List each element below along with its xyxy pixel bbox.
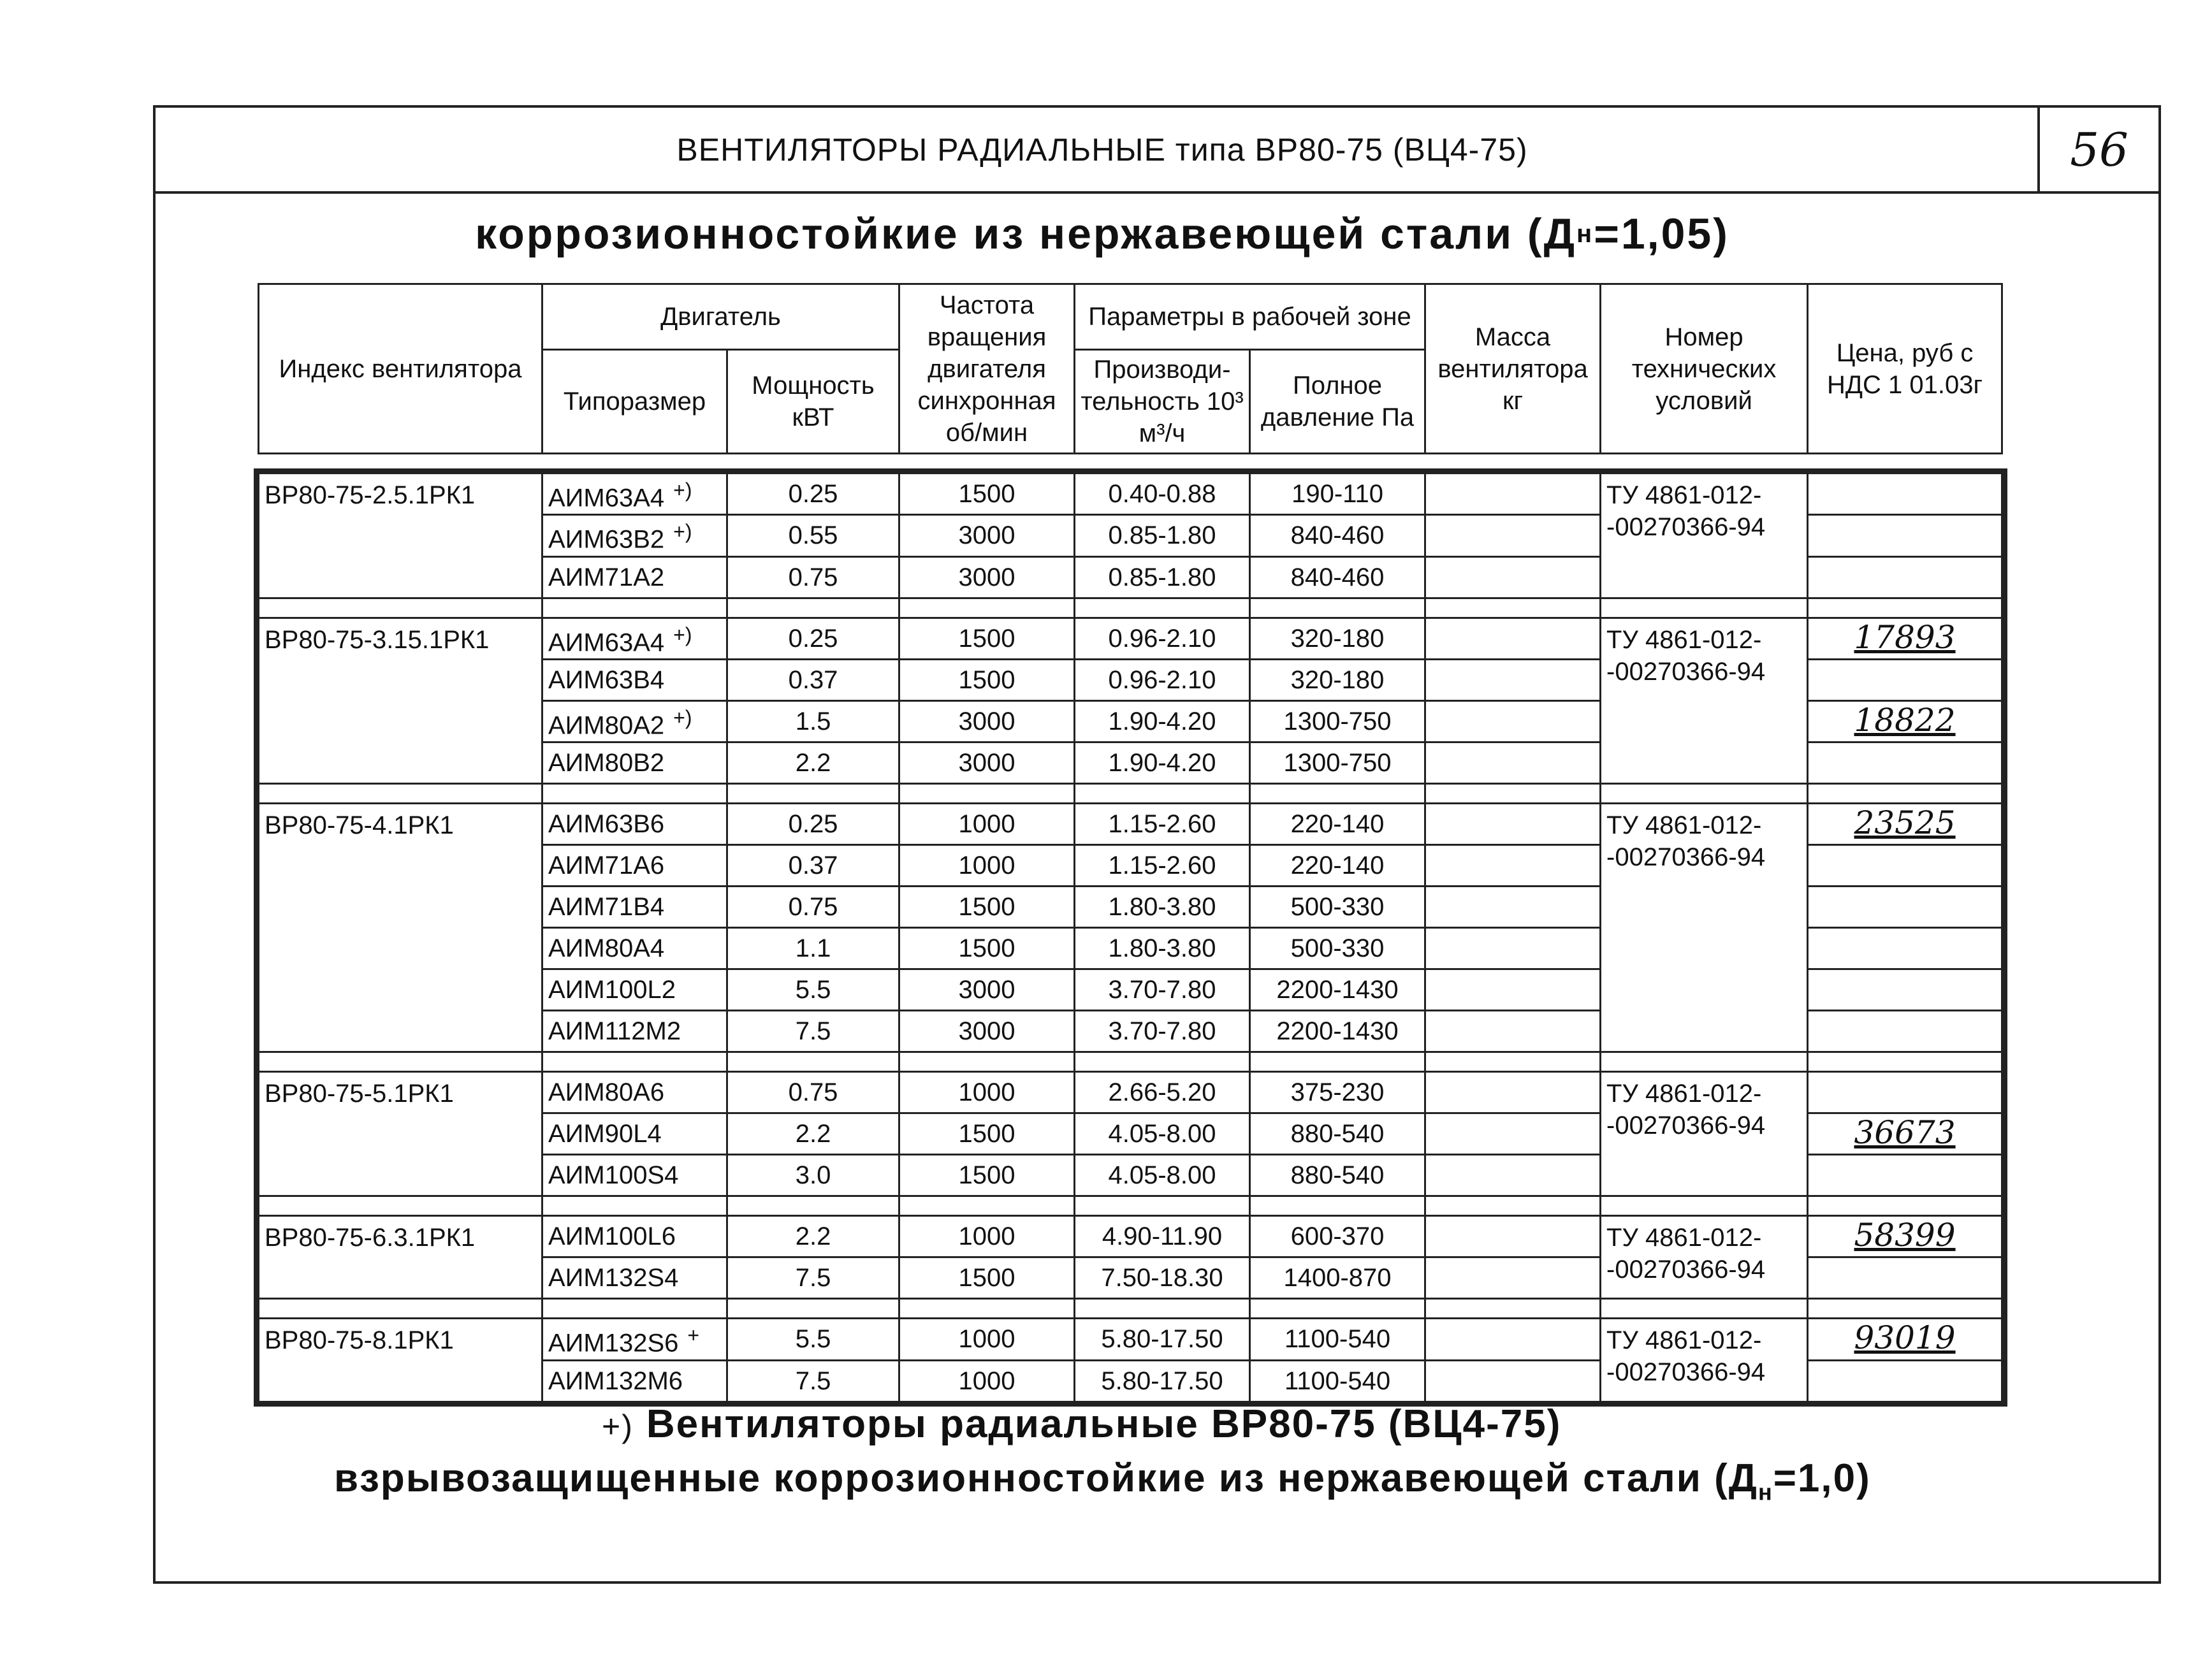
motor-rpm: 1500 xyxy=(899,1113,1075,1155)
motor-type-cell xyxy=(542,1113,727,1155)
motor-type-cell xyxy=(542,1360,727,1401)
header-index: Индекс вентилятора xyxy=(259,284,542,454)
motor-power: 5.5 xyxy=(727,1319,899,1360)
table-row xyxy=(259,1319,2002,1360)
motor-type: АИМ100L2 xyxy=(548,976,676,1004)
motor-rpm: 1000 xyxy=(899,845,1075,887)
pressure: 500-330 xyxy=(1250,887,1425,928)
table-row xyxy=(259,1072,2002,1113)
footnote-line2 xyxy=(334,1456,2119,1513)
pressure: 840-460 xyxy=(1250,515,1425,556)
separator-cell xyxy=(259,1299,542,1319)
explosion-proof-mark: +) xyxy=(673,520,692,544)
footnote-marker: +) xyxy=(602,1408,634,1444)
motor-type: АИМ80А4 xyxy=(548,934,665,963)
price-cell xyxy=(1808,1072,2002,1113)
separator-cell xyxy=(1601,784,1808,804)
motor-power: 5.5 xyxy=(727,969,899,1011)
motor-rpm: 3000 xyxy=(899,515,1075,556)
capacity: 7.50-18.30 xyxy=(1075,1257,1250,1299)
capacity: 4.05-8.00 xyxy=(1075,1113,1250,1155)
motor-rpm: 1000 xyxy=(899,1216,1075,1257)
price-cell xyxy=(1808,1216,2002,1257)
separator-cell xyxy=(1425,1196,1601,1216)
motor-power: 3.0 xyxy=(727,1155,899,1196)
tu-line1: ТУ 4861-012- xyxy=(1606,481,1762,509)
price-cell xyxy=(1808,1113,2002,1155)
separator-cell xyxy=(542,1299,727,1319)
motor-type-cell xyxy=(542,845,727,887)
price-cell xyxy=(1808,1155,2002,1196)
footnote-line1-text: Вентиляторы радиальные ВР80-75 (ВЦ4-75) xyxy=(646,1402,1562,1446)
pressure: 190-110 xyxy=(1250,474,1425,515)
separator-cell xyxy=(1425,1299,1601,1319)
pressure: 220-140 xyxy=(1250,845,1425,887)
motor-type-cell xyxy=(542,1072,727,1113)
table-row xyxy=(259,618,2002,659)
capacity: 3.70-7.80 xyxy=(1075,969,1250,1011)
capacity: 0.85-1.80 xyxy=(1075,556,1250,598)
motor-type-cell xyxy=(542,515,727,556)
price-cell xyxy=(1808,1011,2002,1052)
mass xyxy=(1425,1113,1601,1155)
header-price: Цена, руб с НДС 1 01.03г xyxy=(1808,284,2002,454)
mass xyxy=(1425,474,1601,515)
group-separator xyxy=(259,1196,2002,1216)
group-separator xyxy=(259,1299,2002,1319)
capacity: 0.96-2.10 xyxy=(1075,618,1250,659)
motor-rpm: 3000 xyxy=(899,1011,1075,1052)
tu-line1: ТУ 4861-012- xyxy=(1606,1224,1762,1252)
motor-power: 2.2 xyxy=(727,1216,899,1257)
separator-cell xyxy=(899,1196,1075,1216)
tu-line2: -00270366-94 xyxy=(1606,1256,1766,1284)
separator-cell xyxy=(542,1196,727,1216)
mass xyxy=(1425,700,1601,742)
motor-rpm: 1500 xyxy=(899,928,1075,969)
price: 93019 xyxy=(1854,1319,1956,1357)
separator-cell xyxy=(1425,784,1601,804)
capacity: 0.40-0.88 xyxy=(1075,474,1250,515)
motor-power: 0.37 xyxy=(727,659,899,700)
motor-type-cell xyxy=(542,618,727,659)
page-number: 56 xyxy=(2037,108,2158,191)
header-capacity: Производи-тельность 10³ м³/ч xyxy=(1075,350,1250,454)
motor-power: 7.5 xyxy=(727,1257,899,1299)
separator-cell xyxy=(1075,1052,1250,1072)
motor-type: АИМ71А6 xyxy=(548,851,665,880)
table-row xyxy=(259,804,2002,845)
pressure: 500-330 xyxy=(1250,928,1425,969)
tu-number xyxy=(1601,474,1808,598)
motor-power: 0.25 xyxy=(727,474,899,515)
separator-cell xyxy=(542,598,727,618)
motor-type: АИМ112М2 xyxy=(548,1017,681,1046)
motor-type: АИМ100S4 xyxy=(548,1161,679,1190)
header-mass: Масса вентилятора кг xyxy=(1425,284,1601,454)
motor-rpm: 1500 xyxy=(899,1257,1075,1299)
price-cell xyxy=(1808,618,2002,659)
separator-cell xyxy=(727,1052,899,1072)
motor-type: АИМ63В2 xyxy=(548,525,665,554)
motor-type: АИМ80А6 xyxy=(548,1078,665,1107)
motor-type: АИМ132S6 xyxy=(548,1329,679,1358)
separator-cell xyxy=(1250,1052,1425,1072)
explosion-proof-mark: +) xyxy=(673,706,692,729)
subtitle-tail: =1,05) xyxy=(1594,210,1729,258)
separator-cell xyxy=(1075,1196,1250,1216)
group-separator xyxy=(259,598,2002,618)
separator-cell xyxy=(899,1299,1075,1319)
motor-type: АИМ132М6 xyxy=(548,1366,683,1395)
separator-cell xyxy=(1250,1196,1425,1216)
motor-power: 0.75 xyxy=(727,556,899,598)
tu-line2: -00270366-94 xyxy=(1606,513,1766,541)
motor-type: АИМ71А2 xyxy=(548,563,665,591)
separator-cell xyxy=(1808,1052,2002,1072)
separator-cell xyxy=(1425,1052,1601,1072)
tu-line1: ТУ 4861-012- xyxy=(1606,625,1762,654)
motor-power: 0.25 xyxy=(727,618,899,659)
motor-type-cell xyxy=(542,1011,727,1052)
mass xyxy=(1425,1155,1601,1196)
capacity: 5.80-17.50 xyxy=(1075,1319,1250,1360)
motor-type: АИМ71В4 xyxy=(548,893,665,922)
pressure: 880-540 xyxy=(1250,1113,1425,1155)
tu-line2: -00270366-94 xyxy=(1606,657,1766,686)
motor-type-cell xyxy=(542,1257,727,1299)
pressure: 600-370 xyxy=(1250,1216,1425,1257)
tu-line1: ТУ 4861-012- xyxy=(1606,811,1762,840)
price: 36673 xyxy=(1854,1114,1956,1152)
separator-cell xyxy=(1425,598,1601,618)
page-frame xyxy=(153,105,2161,1584)
tu-line2: -00270366-94 xyxy=(1606,843,1766,872)
motor-type: АИМ132S4 xyxy=(548,1264,679,1293)
motor-type-cell xyxy=(542,556,727,598)
motor-type-cell xyxy=(542,804,727,845)
mass xyxy=(1425,1257,1601,1299)
separator-cell xyxy=(727,598,899,618)
separator-cell xyxy=(899,598,1075,618)
header-tu: Номер технических условий xyxy=(1601,284,1808,454)
capacity: 1.90-4.20 xyxy=(1075,742,1250,784)
header-gap xyxy=(259,454,2002,474)
motor-rpm: 1000 xyxy=(899,1319,1075,1360)
motor-rpm: 1500 xyxy=(899,618,1075,659)
explosion-proof-mark: +) xyxy=(673,623,692,646)
price-cell xyxy=(1808,887,2002,928)
separator-cell xyxy=(727,1196,899,1216)
table-row xyxy=(259,474,2002,515)
motor-power: 2.2 xyxy=(727,1113,899,1155)
pressure: 2200-1430 xyxy=(1250,969,1425,1011)
capacity: 1.80-3.80 xyxy=(1075,928,1250,969)
mass xyxy=(1425,845,1601,887)
separator-cell xyxy=(899,1052,1075,1072)
mass xyxy=(1425,742,1601,784)
tu-number xyxy=(1601,1216,1808,1299)
separator-cell xyxy=(1601,1196,1808,1216)
fan-index: ВР80-75-8.1РК1 xyxy=(259,1319,542,1401)
pressure: 1100-540 xyxy=(1250,1319,1425,1360)
header-pressure: Полное давление Па xyxy=(1250,350,1425,454)
footnote-line2-tail: =1,0) xyxy=(1773,1456,1871,1500)
separator-cell xyxy=(259,1196,542,1216)
tu-number xyxy=(1601,1072,1808,1196)
explosion-proof-mark: +) xyxy=(673,479,692,502)
motor-type-cell xyxy=(542,1319,727,1360)
separator-cell xyxy=(1808,598,2002,618)
price-cell xyxy=(1808,928,2002,969)
price: 58399 xyxy=(1854,1217,1956,1254)
motor-type: АИМ63В6 xyxy=(548,810,665,839)
motor-type-cell xyxy=(542,928,727,969)
footnote-line2-main: взрывозащищенные коррозионностойкие из нержавеющей стали (Д xyxy=(334,1456,1758,1500)
separator-cell xyxy=(1075,784,1250,804)
tu-line2: -00270366-94 xyxy=(1606,1112,1766,1140)
price-cell xyxy=(1808,742,2002,784)
capacity: 2.66-5.20 xyxy=(1075,1072,1250,1113)
group-separator xyxy=(259,784,2002,804)
separator-cell xyxy=(1250,1299,1425,1319)
motor-power: 1.5 xyxy=(727,700,899,742)
motor-type-cell xyxy=(542,1216,727,1257)
motor-power: 1.1 xyxy=(727,928,899,969)
separator-cell xyxy=(1075,1299,1250,1319)
price-cell xyxy=(1808,1360,2002,1401)
pressure: 2200-1430 xyxy=(1250,1011,1425,1052)
mass xyxy=(1425,1360,1601,1401)
pressure: 320-180 xyxy=(1250,618,1425,659)
motor-type: АИМ100L6 xyxy=(548,1222,676,1251)
mass xyxy=(1425,1319,1601,1360)
motor-type-cell xyxy=(542,969,727,1011)
motor-type-cell xyxy=(542,474,727,515)
motor-rpm: 1500 xyxy=(899,1155,1075,1196)
price-cell xyxy=(1808,845,2002,887)
fan-index: ВР80-75-3.15.1РК1 xyxy=(259,618,542,784)
capacity: 1.90-4.20 xyxy=(1075,700,1250,742)
pressure: 1400-870 xyxy=(1250,1257,1425,1299)
header-motor-power: Мощность кВТ xyxy=(727,350,899,454)
subtitle-sub: н xyxy=(1576,219,1594,248)
motor-rpm: 1000 xyxy=(899,804,1075,845)
separator-cell xyxy=(259,784,542,804)
price-cell xyxy=(1808,969,2002,1011)
price-cell xyxy=(1808,1257,2002,1299)
mass xyxy=(1425,618,1601,659)
motor-rpm: 1500 xyxy=(899,887,1075,928)
motor-rpm: 3000 xyxy=(899,742,1075,784)
mass xyxy=(1425,887,1601,928)
capacity: 4.90-11.90 xyxy=(1075,1216,1250,1257)
pressure: 1300-750 xyxy=(1250,700,1425,742)
separator-cell xyxy=(727,784,899,804)
motor-type: АИМ63А4 xyxy=(548,628,665,656)
separator-cell xyxy=(1250,598,1425,618)
motor-rpm: 3000 xyxy=(899,969,1075,1011)
subtitle-main: коррозионностойкие из нержавеющей стали (Д xyxy=(475,210,1577,258)
subtitle xyxy=(156,196,2049,272)
tu-line1: ТУ 4861-012- xyxy=(1606,1080,1762,1108)
separator-cell xyxy=(259,1052,542,1072)
capacity: 1.15-2.60 xyxy=(1075,845,1250,887)
motor-rpm: 1000 xyxy=(899,1360,1075,1401)
pressure: 375-230 xyxy=(1250,1072,1425,1113)
separator-cell xyxy=(1601,598,1808,618)
header-params: Параметры в рабочей зоне xyxy=(1075,284,1425,350)
price-cell xyxy=(1808,659,2002,700)
group-separator xyxy=(259,1052,2002,1072)
price-cell xyxy=(1808,474,2002,515)
capacity: 0.96-2.10 xyxy=(1075,659,1250,700)
motor-type-cell xyxy=(542,887,727,928)
capacity: 0.85-1.80 xyxy=(1075,515,1250,556)
motor-type-cell xyxy=(542,659,727,700)
motor-rpm: 1500 xyxy=(899,659,1075,700)
mass xyxy=(1425,659,1601,700)
price-cell xyxy=(1808,556,2002,598)
separator-cell xyxy=(1601,1052,1808,1072)
tu-number xyxy=(1601,1319,1808,1401)
tu-number xyxy=(1601,804,1808,1052)
motor-type: АИМ63В4 xyxy=(548,665,665,694)
explosion-proof-mark: + xyxy=(687,1324,700,1347)
motor-rpm: 1000 xyxy=(899,1072,1075,1113)
capacity: 3.70-7.80 xyxy=(1075,1011,1250,1052)
footnote-line1 xyxy=(602,1401,2004,1452)
header-motor: Двигатель xyxy=(542,284,899,350)
motor-type-cell xyxy=(542,742,727,784)
separator-cell xyxy=(259,598,542,618)
motor-type: АИМ80В2 xyxy=(548,749,665,778)
motor-type: АИМ90L4 xyxy=(548,1120,662,1148)
header-title: ВЕНТИЛЯТОРЫ РАДИАЛЬНЫЕ типа ВР80-75 (ВЦ4-75) xyxy=(676,131,1528,168)
mass xyxy=(1425,969,1601,1011)
price: 23525 xyxy=(1854,804,1956,842)
price: 18822 xyxy=(1854,702,1956,739)
tu-line2: -00270366-94 xyxy=(1606,1358,1766,1387)
header-band xyxy=(156,108,2158,194)
pressure: 220-140 xyxy=(1250,804,1425,845)
pressure: 1300-750 xyxy=(1250,742,1425,784)
mass xyxy=(1425,1011,1601,1052)
footnote-line2-sub: н xyxy=(1757,1479,1773,1505)
motor-power: 2.2 xyxy=(727,742,899,784)
separator-cell xyxy=(1808,1299,2002,1319)
motor-type-cell xyxy=(542,1155,727,1196)
price: 17893 xyxy=(1854,618,1956,656)
separator-cell xyxy=(899,784,1075,804)
capacity: 4.05-8.00 xyxy=(1075,1155,1250,1196)
mass xyxy=(1425,1072,1601,1113)
pressure: 1100-540 xyxy=(1250,1360,1425,1401)
pressure: 840-460 xyxy=(1250,556,1425,598)
fan-index: ВР80-75-6.3.1РК1 xyxy=(259,1216,542,1299)
mass xyxy=(1425,928,1601,969)
motor-power: 0.55 xyxy=(727,515,899,556)
tu-number xyxy=(1601,618,1808,784)
table-body xyxy=(259,474,2002,1402)
motor-power: 7.5 xyxy=(727,1011,899,1052)
motor-power: 0.37 xyxy=(727,845,899,887)
price-cell xyxy=(1808,515,2002,556)
fan-index: ВР80-75-5.1РК1 xyxy=(259,1072,542,1196)
motor-rpm: 1500 xyxy=(899,474,1075,515)
price-cell xyxy=(1808,700,2002,742)
separator-cell xyxy=(542,784,727,804)
mass xyxy=(1425,515,1601,556)
separator-cell xyxy=(727,1299,899,1319)
capacity: 1.80-3.80 xyxy=(1075,887,1250,928)
separator-cell xyxy=(1250,784,1425,804)
mass xyxy=(1425,556,1601,598)
price-cell xyxy=(1808,804,2002,845)
mass xyxy=(1425,804,1601,845)
fan-table xyxy=(258,283,2003,1403)
mass xyxy=(1425,1216,1601,1257)
tu-line1: ТУ 4861-012- xyxy=(1606,1326,1762,1355)
capacity: 5.80-17.50 xyxy=(1075,1360,1250,1401)
fan-index: ВР80-75-2.5.1РК1 xyxy=(259,474,542,598)
motor-power: 0.25 xyxy=(727,804,899,845)
pressure: 880-540 xyxy=(1250,1155,1425,1196)
motor-power: 7.5 xyxy=(727,1360,899,1401)
separator-cell xyxy=(1601,1299,1808,1319)
motor-type-cell xyxy=(542,700,727,742)
capacity: 1.15-2.60 xyxy=(1075,804,1250,845)
separator-cell xyxy=(542,1052,727,1072)
header-motor-type: Типоразмер xyxy=(542,350,727,454)
header-rpm: Частота вращения двигателя синхронная об/мин xyxy=(899,284,1075,454)
separator-cell xyxy=(1075,598,1250,618)
motor-power: 0.75 xyxy=(727,1072,899,1113)
separator-cell xyxy=(1808,784,2002,804)
motor-type: АИМ63А4 xyxy=(548,484,665,512)
motor-power: 0.75 xyxy=(727,887,899,928)
motor-rpm: 3000 xyxy=(899,556,1075,598)
price-cell xyxy=(1808,1319,2002,1360)
motor-type: АИМ80А2 xyxy=(548,711,665,740)
motor-rpm: 3000 xyxy=(899,700,1075,742)
pressure: 320-180 xyxy=(1250,659,1425,700)
fan-index: ВР80-75-4.1РК1 xyxy=(259,804,542,1052)
table-row xyxy=(259,1216,2002,1257)
separator-cell xyxy=(1808,1196,2002,1216)
